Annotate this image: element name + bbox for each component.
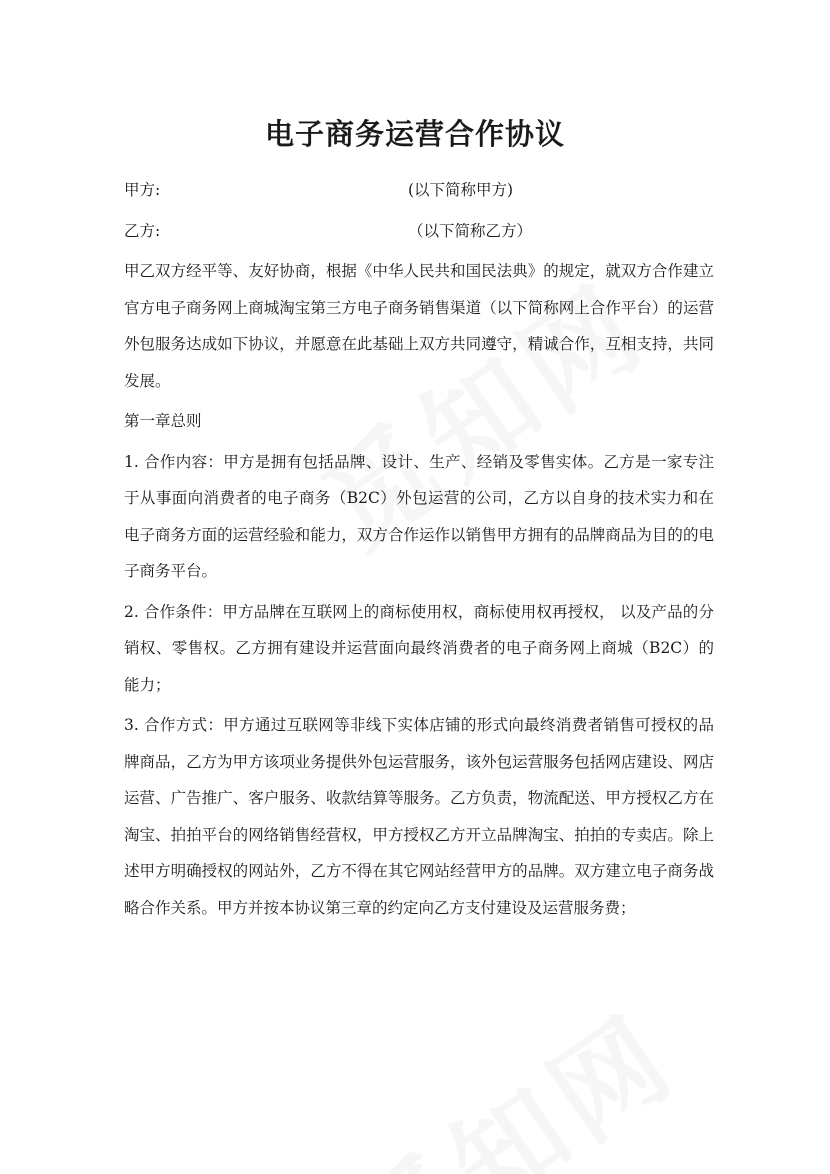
party-b-line	[124, 213, 714, 250]
party-b-label: 乙方:	[124, 221, 161, 240]
watermark	[317, 971, 703, 1174]
clause-paragraph: 1. 合作内容：甲方是拥有包括品牌、设计、生产、经销及零售实体。乙方是一家专注于从事面向消费者的电子商务（B2C）外包运营的公司，乙方以自身的技术实力和在电子商务方面的运营经验和能力，双方合作运作以销售甲方拥有的品牌商品为目的的电子商务平台。	[124, 452, 714, 580]
preamble-paragraph: 甲乙双方经平等、友好协商，根据《中华人民共和国民法典》的规定，就双方合作建立官方电子商务网上商城淘宝第三方电子商务销售渠道（以下简称网上合作平台）的运营外包服务达成如下协议，并愿意在此基础上双方共同遵守，精诚合作，互相支持，共同发展。	[124, 262, 714, 390]
document-body	[124, 172, 714, 926]
chapter-heading: 第一章总则	[124, 412, 202, 430]
clause-paragraph: 2. 合作条件：甲方品牌在互联网上的商标使用权，商标使用权再授权， 以及产品的分销权、零售权。乙方拥有建设并运营面向最终消费者的电子商务网上商城（B2C）的能力；	[124, 602, 714, 694]
party-a-label: 甲方:	[124, 181, 161, 199]
clause-paragraph: 3. 合作方式：甲方通过互联网等非线下实体店铺的形式向最终消费者销售可授权的品牌商品，乙方为甲方该项业务提供外包运营服务，该外包运营服务包括网店建设、网店运营、广告推广、客户服务、收款结算等服务。乙方负责，物流配送、甲方授权乙方在淘宝、拍拍平台的网络销售经营权，甲方授权乙方开立品牌淘宝、拍拍的专卖店。除上述甲方明确授权的网站外，乙方不得在其它网站经营甲方的品牌。双方建立电子商务战略合作关系。甲方并按本协议第三章的约定向乙方支付建设及运营服务费；	[124, 716, 714, 917]
party-a-note: (以下简称甲方)	[408, 181, 514, 199]
party-b-note: （以下简称乙方）	[408, 221, 533, 240]
document-title: 电子商务运营合作协议	[264, 117, 565, 151]
party-a-line	[124, 172, 714, 209]
